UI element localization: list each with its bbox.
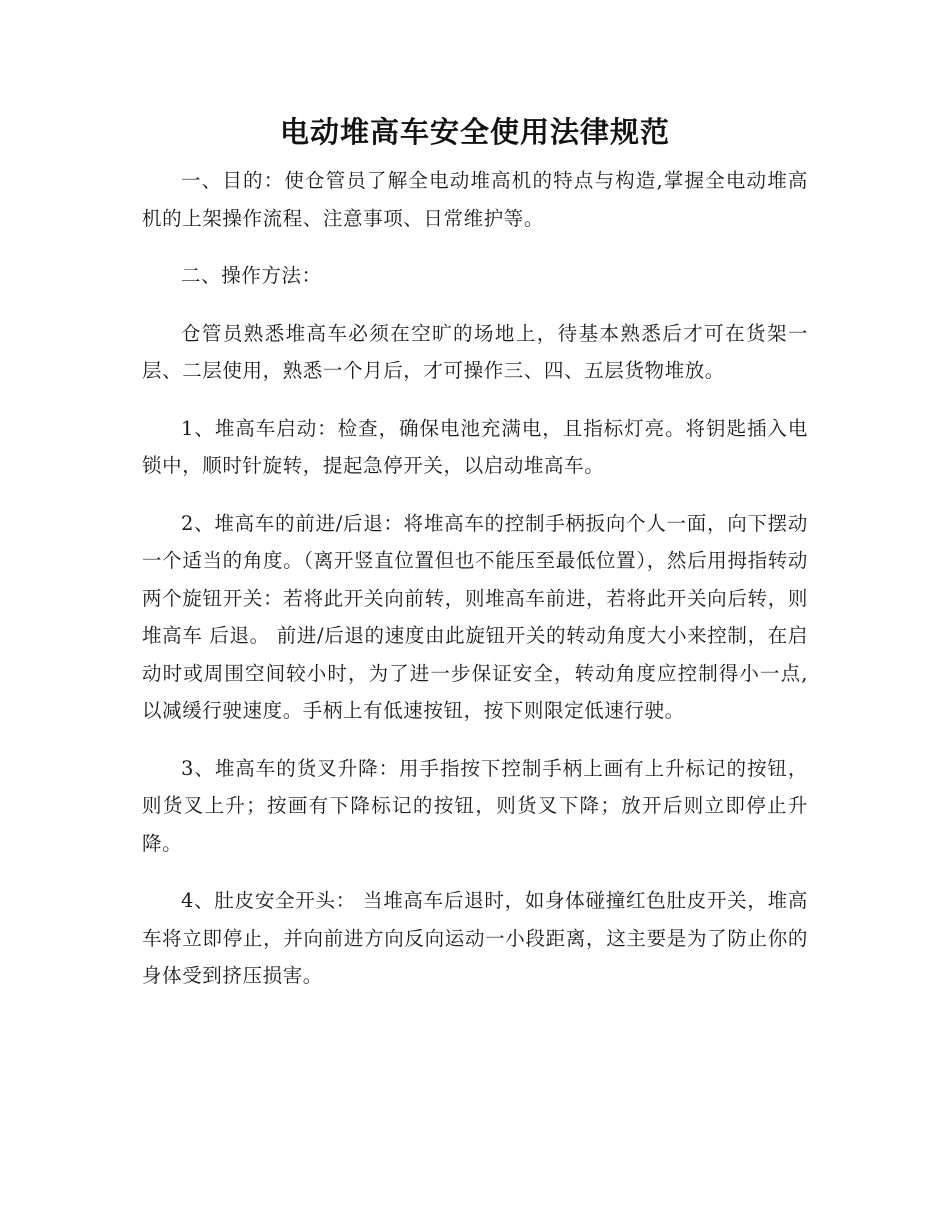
paragraph-familiarization: 仓管员熟悉堆高车必须在空旷的场地上，待基本熟悉后才可在货架一层、二层使用，熟悉一个月后，才可操作三、四、五层货物堆放。 <box>142 321 808 382</box>
document-title: 电动堆高车安全使用法律规范 <box>279 115 670 149</box>
paragraph-method-heading: 二、操作方法： <box>181 264 322 287</box>
document-body <box>142 162 808 1015</box>
paragraph-fork-lift: 3、堆高车的货叉升降：用手指按下控制手柄上画有上升标记的按钮，则货叉上升；按画有下降标记的按钮，则货叉下降；放开后则立即停止升降。 <box>142 756 808 855</box>
paragraph-forward-backward: 2、堆高车的前进/后退：将堆高车的控制手柄扳向个人一面，向下摆动一个适当的角度。（离开竖直位置但也不能压至最低位置），然后用拇指转动两个旋钮开关：若将此开关向前转，则堆高车前进，若将此开关向后转，则堆高车 后退。 前进/后退的速度由此旋钮开关的转动角度大小来控制，在启动时或周围空间较小时，为了进一步保证安全，转动角度应控制得小一点,以减缓行驶速度。手柄上有低速按钮，按下则限定低速行驶。 <box>142 511 808 722</box>
paragraph-belly-switch: 4、肚皮安全开头： 当堆高车后退时，如身体碰撞红色肚皮开关，堆高车将立即停止，并向前进方向反向运动一小段距离，这主要是为了防止你的身体受到挤压损害。 <box>142 889 808 987</box>
paragraph-startup: 1、堆高车启动：检查，确保电池充满电，且指标灯亮。将钥匙插入电锁中，顺时针旋转，提起急停开关，以启动堆高车。 <box>142 416 808 477</box>
paragraph-purpose: 一、目的：使仓管员了解全电动堆高机的特点与构造,掌握全电动堆高机的上架操作流程、注意事项、日常维护等。 <box>142 169 808 230</box>
